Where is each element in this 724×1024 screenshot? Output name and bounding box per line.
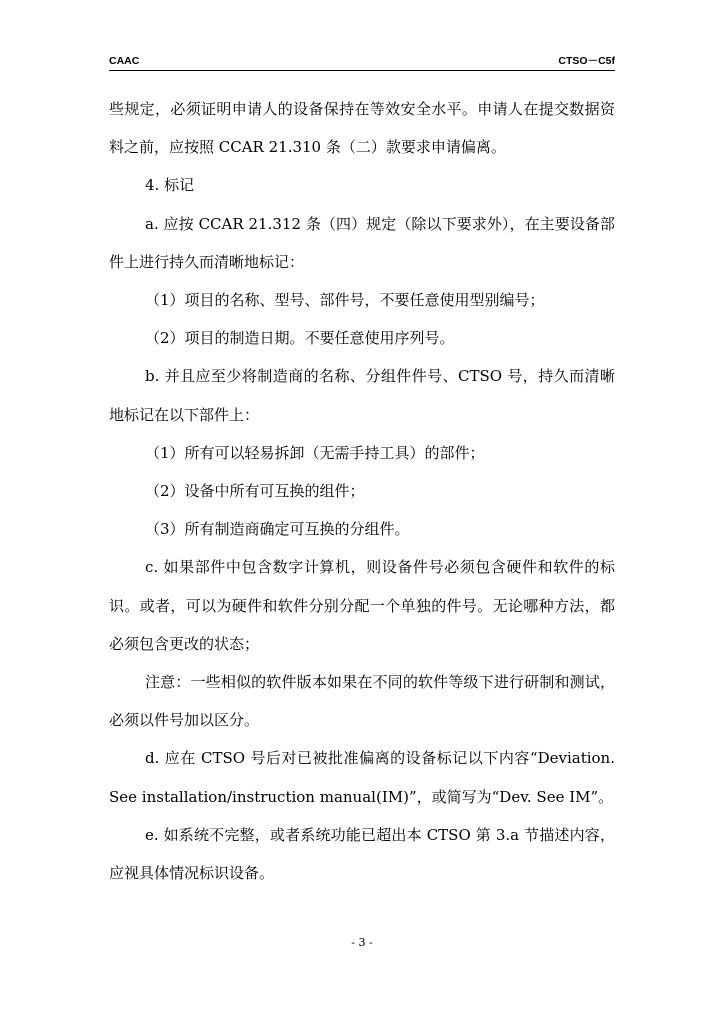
header-org: CAAC (109, 55, 140, 67)
page-header (109, 52, 615, 71)
paragraph-c: c. 如果部件中包含数字计算机，则设备件号必须包含硬件和软件的标识。或者，可以为硬件和软件分别分配一个单独的件号。无论哪种方法，都必须包含更改的状态； (109, 558, 615, 653)
section-heading-marking: 4. 标记 (145, 176, 195, 195)
page-number: - 3 - (351, 936, 373, 949)
paragraph-d: d. 应在 CTSO 号后对已被批准偏离的设备标记以下内容“Deviation. See installation/instruction manual(IM)”，或简写为“Dev. See IM”。 (109, 749, 615, 806)
paragraph-continuation: 些规定，必须证明申请人的设备保持在等效安全水平。申请人在提交数据资料之前，应按照 CCAR 21.310 条（二）款要求申请偏离。 (109, 100, 615, 157)
paragraph-e: e. 如系统不完整，或者系统功能已超出本 CTSO 第 3.a 节描述内容，应视具体情况标识设备。 (109, 825, 615, 883)
list-item-a1: （1）项目的名称、型号、部件号，不要任意使用型别编号； (145, 291, 545, 310)
document-body (109, 90, 615, 892)
list-item-a2: （2）项目的制造日期。不要任意使用序列号。 (145, 329, 455, 348)
note-paragraph: 注意：一些相似的软件版本如果在不同的软件等级下进行研制和测试，必须以件号加以区分。 (109, 673, 615, 730)
paragraph-b: b. 并且应至少将制造商的名称、分组件件号、CTSO 号，持久而清晰地标记在以下部件上： (109, 367, 615, 424)
list-item-b2: （2）设备中所有可互换的组件； (145, 482, 365, 501)
paragraph-a: a. 应按 CCAR 21.312 条（四）规定（除以下要求外），在主要设备部件上进行持久而清晰地标记： (109, 214, 615, 271)
list-item-b1: （1）所有可以轻易拆卸（无需手持工具）的部件； (145, 443, 485, 462)
header-doc-id: CTSO－C5f (558, 55, 615, 67)
list-item-b3: （3）所有制造商确定可互换的分组件。 (145, 520, 410, 539)
